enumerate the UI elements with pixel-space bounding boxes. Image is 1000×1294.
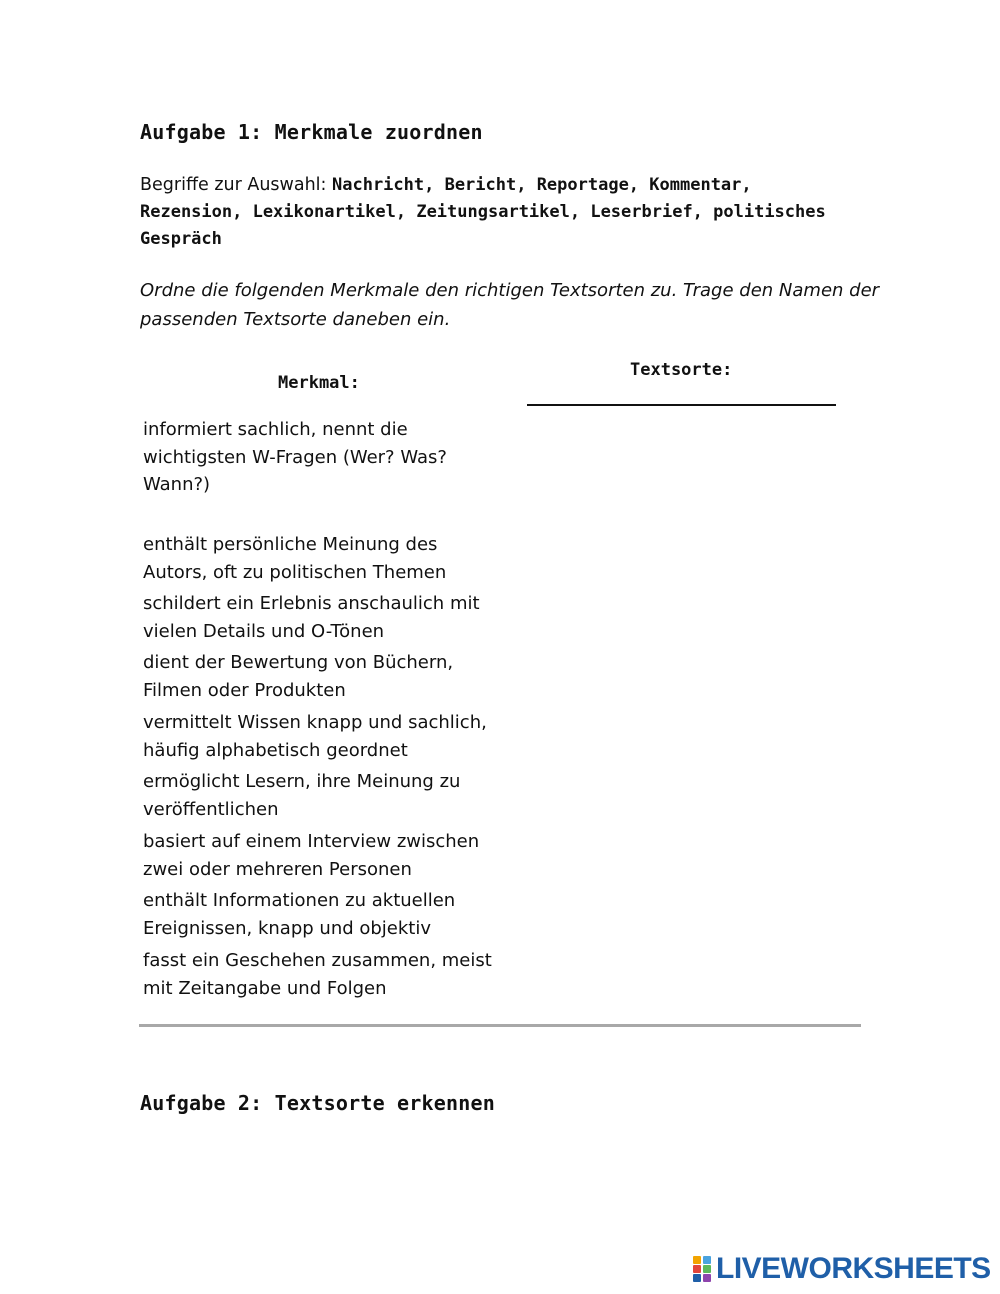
feature-item: basiert auf einem Interview zwischen zwei oder mehreren Personen [143,831,480,880]
task1-instruction: Ordne die folgenden Merkmale den richtigen Textsorten zu. Trage den Namen der passenden Textsorte daneben ein. [140,280,880,330]
feature-item: enthält Informationen zu aktuellen Ereignissen, knapp und objektiv [143,890,456,939]
feature-item: enthält persönliche Meinung des Autors, oft zu politischen Themen [143,534,447,583]
column-header-feature: Merkmal: [278,373,360,393]
column-header-text-type: Textsorte: [630,360,733,380]
liveworksheets-logo-icon [693,1256,713,1282]
feature-item: ermöglicht Lesern, ihre Meinung zu veröffentlichen [143,771,461,820]
terms-prefix: Begriffe zur Auswahl: [140,175,332,195]
terms-list: Nachricht, Bericht, Reportage, Kommentar, Rezension, Lexikonartikel, Zeitungsartikel, Leserbrief, politisches Gespräch [140,175,826,249]
liveworksheets-logo-text: LIVEWORKSHEETS [716,1252,991,1285]
task2-title: Aufgabe 2: Textsorte erkennen [140,1091,495,1115]
feature-item: vermittelt Wissen knapp und sachlich, häufig alphabetisch geordnet [143,712,487,761]
feature-item: informiert sachlich, nennt die wichtigsten W-Fragen (Wer? Was? Wann?) [143,419,447,495]
term-selection [140,172,860,253]
task1-title: Aufgabe 1: Merkmale zuordnen [140,120,483,144]
answer-line[interactable] [527,404,836,406]
liveworksheets-logo [693,1252,991,1286]
feature-item: fasst ein Geschehen zusammen, meist mit Zeitangabe und Folgen [143,950,492,999]
feature-item: dient der Bewertung von Büchern, Filmen oder Produkten [143,652,454,701]
section-divider [139,1024,861,1027]
feature-item: schildert ein Erlebnis anschaulich mit vielen Details und O-Tönen [143,593,480,642]
